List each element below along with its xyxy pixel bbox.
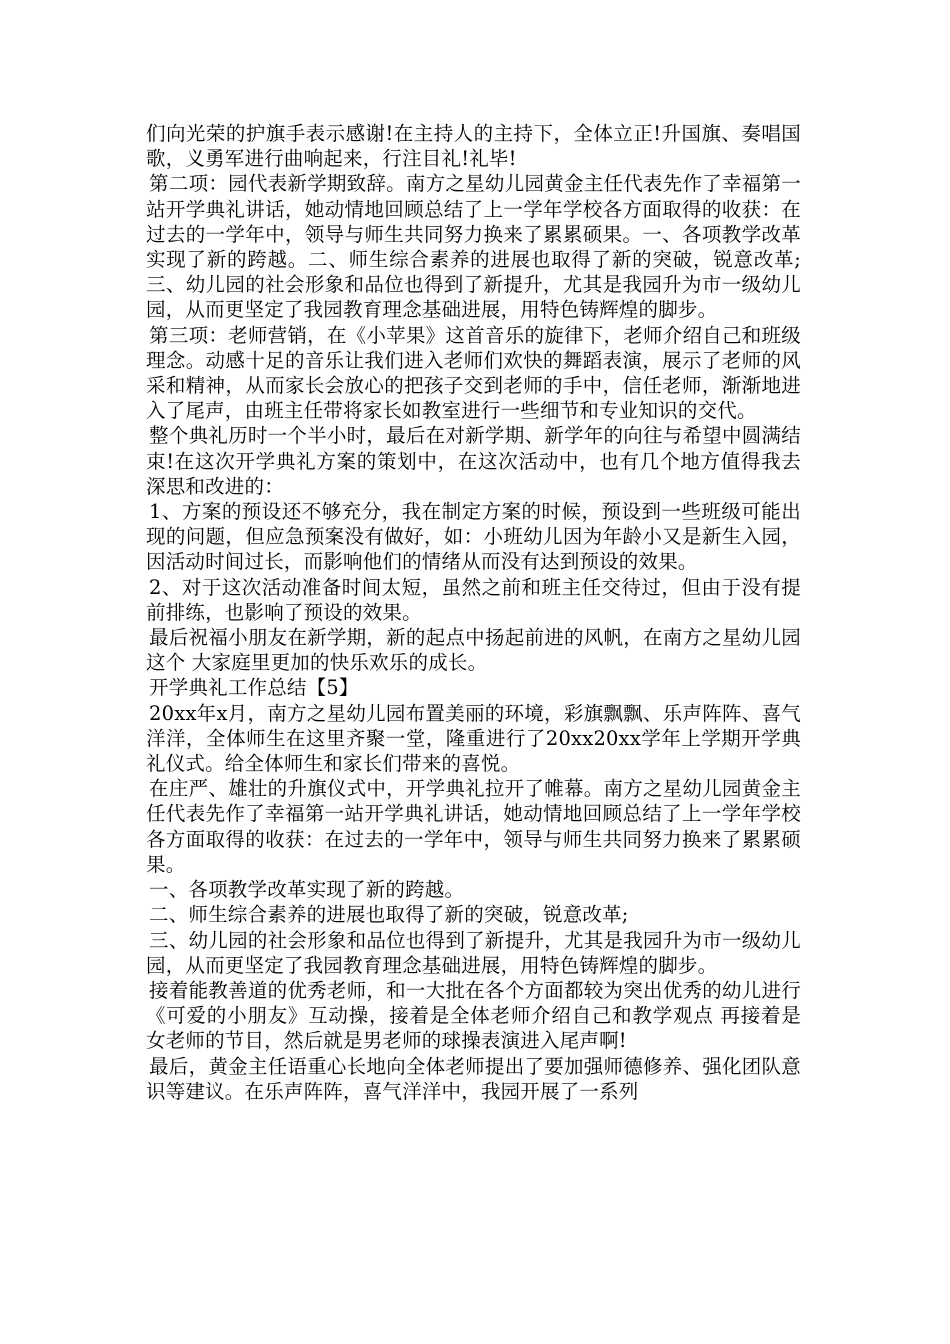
paragraph-10: [146, 776, 801, 877]
paragraph-3-text: 第三项：老师营销，在《小苹果》这首音乐的旋律下，老师介绍自己和班级理念。动感十足的音乐让我们进入老师们欢快的舞蹈表演，展示了老师的风采和精神，从而家长会放心的把孩子交到老师的手中，信任老师，渐渐地进入了尾声，由班主任带将家长如教室进行一些细节和专业知识的交代。: [146, 323, 801, 423]
paragraph-14-text: 接着能教善道的优秀老师，和一大批在各个方面都较为突出优秀的幼儿进行《可爱的小朋友》互动操，接着是全体老师介绍自己和教学观点 再接着是女老师的节目，然后就是男老师的球操表演进入尾声啊!: [146, 978, 801, 1053]
paragraph-12-text: 二、师生综合素养的进展也取得了新的突破，锐意改革;: [149, 903, 629, 927]
document-body: [146, 121, 801, 1104]
paragraph-9-text: 20xx年x月，南方之星幼儿园布置美丽的环境，彩旗飘飘、乐声阵阵、喜气洋洋，全体师生在这里齐聚一堂，隆重进行了20xx20xx学年上学期开学典礼仪式。给全体师生和家长们带来的喜悦。: [146, 701, 801, 776]
paragraph-15-text: 最后，黄金主任语重心长地向全体老师提出了要加强师德修养、强化团队意识等建议。在乐声阵阵，喜气洋洋中，我园开展了一系列: [146, 1054, 801, 1103]
paragraph-9: [146, 701, 801, 777]
paragraph-3: [146, 323, 801, 424]
paragraph-13: [146, 928, 801, 978]
paragraph-2-text: 第二项：园代表新学期致辞。南方之星幼儿园黄金主任代表先作了幸福第一站开学典礼讲话，她动情地回顾总结了上一学年学校各方面取得的收获：在过去的一学年中，领导与师生共同努力换来了累累硕果。一、各项教学改革实现了新的跨越。二、师生综合素养的进展也取得了新的突破，锐意改革;三、幼儿园的社会形象和品位也得到了新提升，尤其是我园升为市一级幼儿园，从而更坚定了我园教育理念基础进展，用特色铸辉煌的脚步。: [146, 172, 801, 322]
paragraph-14: [146, 978, 801, 1054]
paragraph-4: [146, 423, 801, 499]
paragraph-5: [146, 499, 801, 575]
paragraph-1: 们向光荣的护旗手表示感谢!在主持人的主持下，全体立正!升国旗、奏唱国歌，义勇军进行曲响起来，行注目礼!礼毕!: [146, 122, 801, 171]
paragraph-11-text: 一、各项教学改革实现了新的跨越。: [149, 878, 465, 902]
paragraph-4-text: 整个典礼历时一个半小时，最后在对新学期、新学年的向往与希望中圆满结束!在这次开学典礼方案的策划中，在这次活动中，也有几个地方值得我去深思和改进的：: [146, 424, 801, 498]
paragraph-5-text: 1、方案的预设还不够充分，我在制定方案的时候，预设到一些班级可能出现的问题，但应急预案没有做好，如：小班幼儿因为年龄小又是新生入园，因活动时间过长，而影响他们的情绪从而没有达到预设的效果。: [146, 500, 801, 574]
section-heading: [146, 675, 801, 700]
paragraph-11: [146, 877, 801, 902]
paragraph-10-text: 在庄严、雄壮的升旗仪式中，开学典礼拉开了帷幕。南方之星幼儿园黄金主任代表先作了幸福第一站开学典礼讲话，她动情地回顾总结了上一学年学校各方面取得的收获：在过去的一学年中，领导与师生共同努力换来了累累硕果。: [146, 777, 801, 876]
paragraph-15: [146, 1054, 801, 1104]
section-heading-text: 开学典礼工作总结【5】: [149, 676, 359, 700]
paragraph-7: [146, 625, 801, 675]
paragraph-2: [146, 171, 801, 322]
paragraph-6-text: 2、对于这次活动准备时间太短，虽然之前和班主任交待过，但由于没有提前排练，也影响了预设的效果。: [146, 575, 801, 624]
paragraph-6: [146, 575, 801, 625]
paragraph-13-text: 三、幼儿园的社会形象和品位也得到了新提升，尤其是我园升为市一级幼儿园，从而更坚定了我园教育理念基础进展，用特色铸辉煌的脚步。: [146, 928, 801, 977]
paragraph-7-text: 最后祝福小朋友在新学期，新的起点中扬起前进的风帆，在南方之星幼儿园这个 大家庭里更加的快乐欢乐的成长。: [146, 626, 801, 675]
paragraph-12: [146, 902, 801, 927]
